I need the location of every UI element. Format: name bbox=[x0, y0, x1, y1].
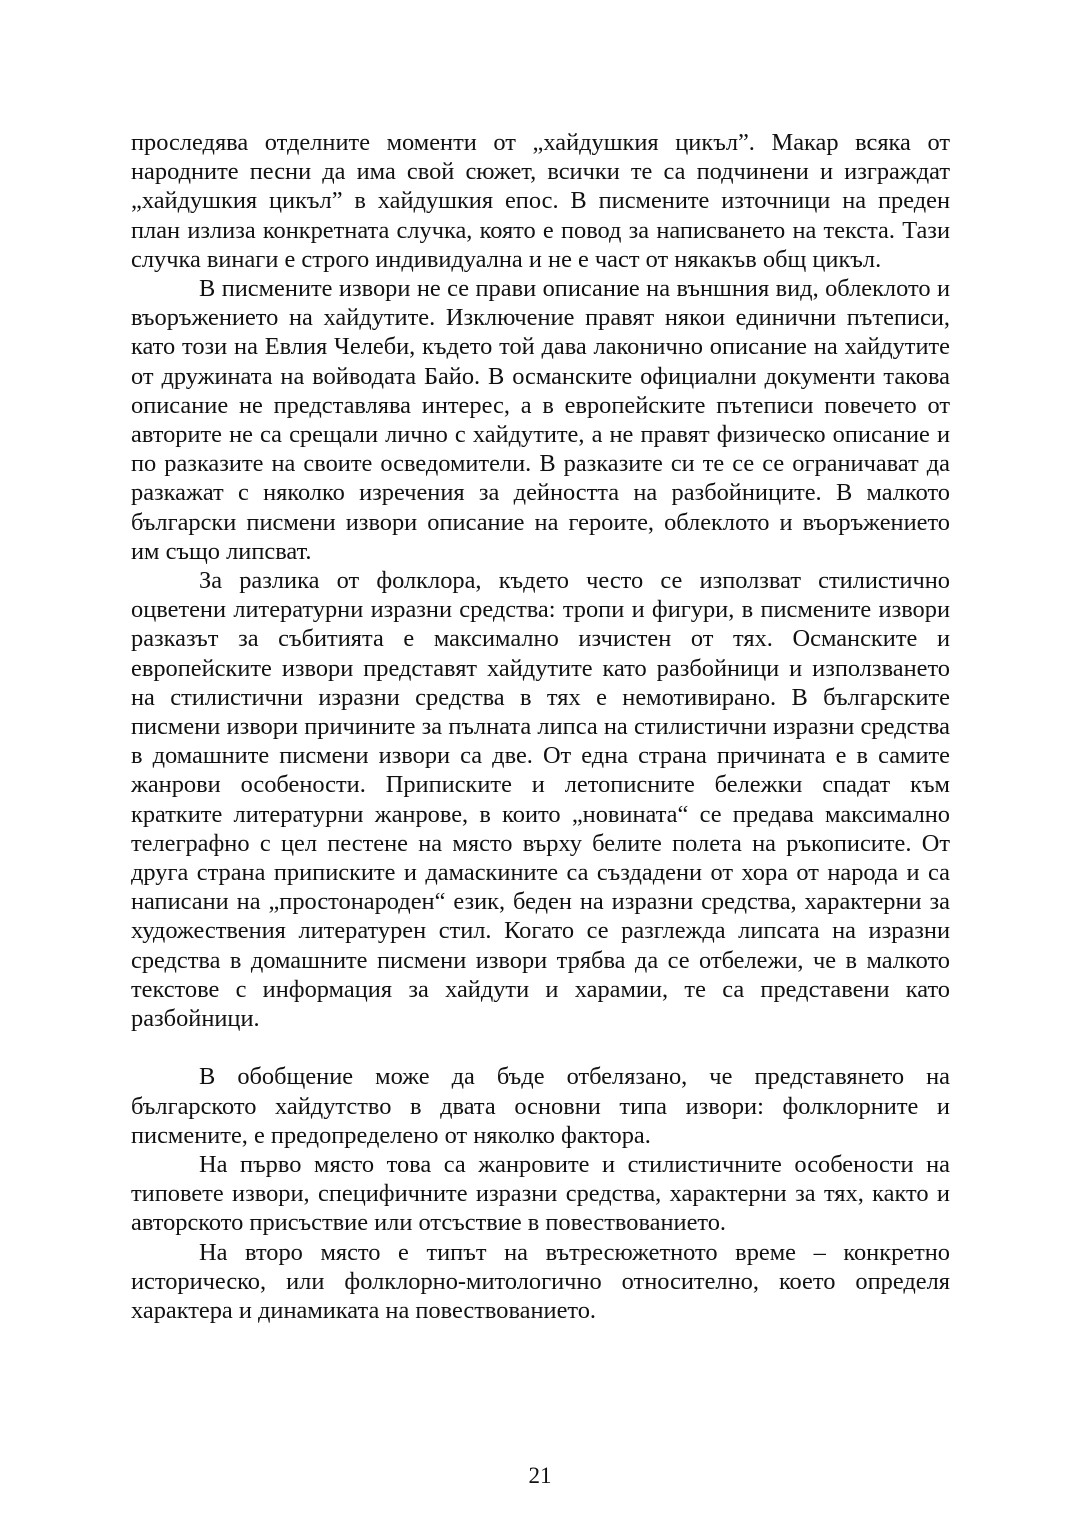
paragraph-spacer bbox=[131, 1033, 950, 1062]
paragraph-stylistic-devices: За разлика от фолклора, където често се използват стилистично оцветени литературни изразни средства: тропи и фигури, в писмените извори разказът за събитията е максимално изчистен от тях. Османските и европейските извори представят хайдутите като разбойници и използването на стилистични изразни средства в тях е немотивирано. В българските писмени извори причините за пълната липса на стилистични изразни средства в домашните писмени извори са две. От една страна причината е в самите жанрови особености. Приписките и летописните бележки спадат към кратките литературни жанрове, в които „новината“ се предава максимално телеграфно с цел пестене на място върху белите полета на ръкописите. От друга страна приписките и дамаскините са създадени от хора от народа и са написани на „простонароден“ език, беден на изразни средства, характерни за художествения литературен стил. Когато се разглежда липсата на изразни средства в домашните писмени извори трябва да се отбележи, че в малкото текстове с информация за хайдути и харамии, те са представени като разбойници. bbox=[131, 567, 950, 1033]
text-body bbox=[131, 128, 950, 1325]
paragraph-summary: В обобщение може да бъде отбелязано, че представянето на българското хайдутство в двата основни типа извори: фолклорните и писмените, е предопределено от няколко фактора. bbox=[131, 1063, 950, 1149]
page-number: 21 bbox=[528, 1463, 552, 1488]
paragraph-second-factor: На второ място е типът на вътресюжетното време – конкретно историческо, или фолклорно-митологично относително, което определя характера и динамиката на повествованието. bbox=[131, 1238, 950, 1324]
paragraph-first-factor: На първо място това са жанровите и стилистичните особености на типовете извори, специфичните изразни средства, характерни за тях, както и авторското присъствие или отсъствие в повествованието. bbox=[131, 1150, 950, 1237]
paragraph-continuation: проследява отделните моменти от „хайдушкия цикъл”. Макар всяка от народните песни да има свой сюжет, всички те са подчинени и изграждат „хайдушкия цикъл” в хайдушкия епос. В писмените източници на преден план излиза конкретната случка, която е повод за написването на текста. Тази случка винаги е строго индивидуална и не е част от някакъв общ цикъл. bbox=[131, 129, 950, 273]
paragraph-appearance: В писмените извори не се прави описание на външния вид, облеклото и въоръжението на хайдутите. Изключение правят някои единични пътеписи, като този на Евлия Челеби, където той дава лаконично описание на хайдутите от дружината на войводата Байо. В османските официални документи такова описание не представлява интерес, а в европейските пътеписи повечето от авторите не са срещали лично с хайдутите, а не правят физическо описание и по разказите на своите осведомители. В разказите си те се се ограничават да разкажат с няколко изречения за дейността на разбойниците. В малкото български писмени извори описание на героите, облеклото и въоръжението им също липсват. bbox=[131, 275, 950, 565]
